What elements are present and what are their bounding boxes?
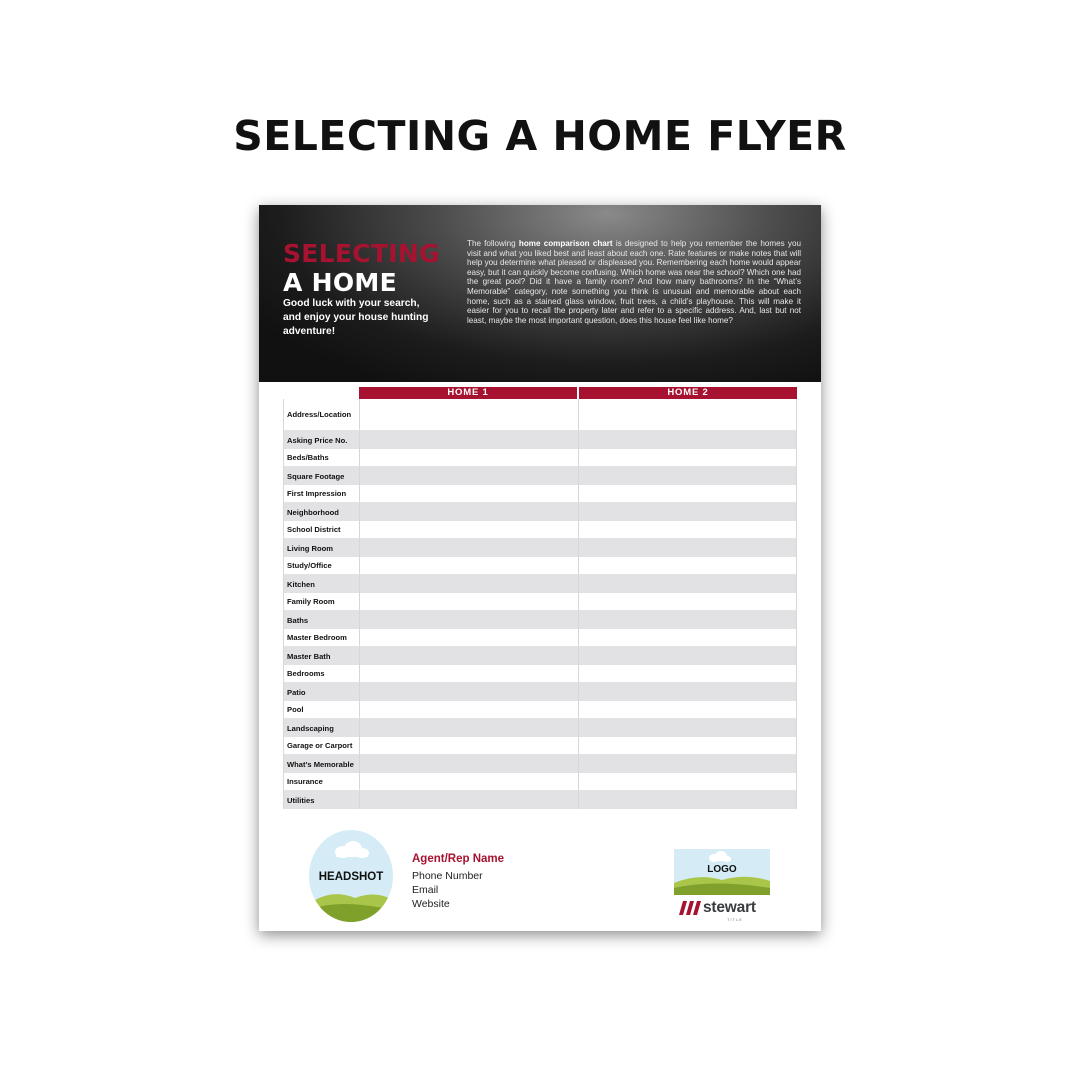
- table-row: [283, 503, 797, 521]
- table-row: [283, 521, 797, 539]
- home-2-cell: [578, 485, 797, 502]
- home-2-cell: [578, 575, 797, 593]
- flyer-preview: [259, 205, 821, 931]
- home-1-cell: [359, 503, 578, 521]
- row-label: Insurance: [283, 773, 359, 790]
- agent-website: Website: [412, 898, 450, 910]
- stewart-subtitle: TITLE: [727, 917, 743, 922]
- row-label: Baths: [283, 611, 359, 629]
- table-row: [283, 701, 797, 719]
- row-label: Family Room: [283, 593, 359, 610]
- home-1-cell: [359, 791, 578, 809]
- home-2-cell: [578, 503, 797, 521]
- row-label: Master Bath: [283, 647, 359, 665]
- stewart-brand: [679, 899, 769, 923]
- home-2-cell: [578, 557, 797, 574]
- logo-label: LOGO: [707, 864, 737, 875]
- home-2-cell: [578, 683, 797, 701]
- home-2-cell: [578, 791, 797, 809]
- table-row: [283, 683, 797, 701]
- table-row: [283, 575, 797, 593]
- flyer-title-line1: SELECTING: [283, 239, 440, 268]
- home-1-cell: [359, 449, 578, 466]
- table-row: [283, 431, 797, 449]
- home-1-cell: [359, 521, 578, 538]
- stewart-wordmark: stewart: [703, 899, 756, 916]
- home-1-cell: [359, 539, 578, 557]
- table-row: [283, 467, 797, 485]
- home-2-cell: [578, 521, 797, 538]
- table-row: [283, 485, 797, 503]
- row-label: Living Room: [283, 539, 359, 557]
- row-label: Bedrooms: [283, 665, 359, 682]
- home-2-cell: [578, 399, 797, 430]
- column-header-home-2: HOME 2: [579, 387, 797, 399]
- row-label: Landscaping: [283, 719, 359, 737]
- row-label: Pool: [283, 701, 359, 718]
- home-1-cell: [359, 683, 578, 701]
- home-1-cell: [359, 593, 578, 610]
- row-label: Master Bedroom: [283, 629, 359, 646]
- flyer-intro: [467, 239, 801, 325]
- home-1-cell: [359, 719, 578, 737]
- table-row: [283, 449, 797, 467]
- comparison-table: [283, 387, 797, 809]
- home-2-cell: [578, 629, 797, 646]
- table-row: [283, 557, 797, 575]
- headshot-placeholder: [309, 830, 393, 922]
- agent-phone: Phone Number: [412, 870, 483, 882]
- row-label: Patio: [283, 683, 359, 701]
- row-label: Address/Location: [283, 399, 359, 430]
- table-row: [283, 399, 797, 431]
- home-1-cell: [359, 611, 578, 629]
- row-label: Square Footage: [283, 467, 359, 485]
- table-row: [283, 647, 797, 665]
- logo-placeholder: [674, 849, 770, 895]
- row-label: Study/Office: [283, 557, 359, 574]
- home-2-cell: [578, 773, 797, 790]
- flyer-title-line2: A HOME: [283, 268, 397, 297]
- row-label: Utilities: [283, 791, 359, 809]
- home-1-cell: [359, 755, 578, 773]
- home-1-cell: [359, 701, 578, 718]
- home-1-cell: [359, 557, 578, 574]
- home-2-cell: [578, 611, 797, 629]
- home-2-cell: [578, 755, 797, 773]
- home-1-cell: [359, 399, 578, 430]
- table-row: [283, 719, 797, 737]
- home-1-cell: [359, 431, 578, 449]
- agent-email: Email: [412, 884, 439, 896]
- home-2-cell: [578, 449, 797, 466]
- table-row: [283, 791, 797, 809]
- home-1-cell: [359, 737, 578, 754]
- flyer-hero: [259, 205, 821, 382]
- home-2-cell: [578, 431, 797, 449]
- table-body: [283, 399, 797, 809]
- home-2-cell: [578, 593, 797, 610]
- home-1-cell: [359, 575, 578, 593]
- page-title: SELECTING A HOME FLYER: [233, 112, 847, 160]
- home-2-cell: [578, 665, 797, 682]
- table-row: [283, 755, 797, 773]
- column-header-home-1: HOME 1: [359, 387, 577, 399]
- home-2-cell: [578, 719, 797, 737]
- table-row: [283, 629, 797, 647]
- home-2-cell: [578, 539, 797, 557]
- row-label: Asking Price No.: [283, 431, 359, 449]
- intro-bold-text: home comparison chart: [518, 239, 613, 248]
- table-header: [283, 387, 797, 399]
- row-label: What’s Memorable: [283, 755, 359, 773]
- row-label: Garage or Carport: [283, 737, 359, 754]
- home-1-cell: [359, 485, 578, 502]
- home-1-cell: [359, 665, 578, 682]
- table-row: [283, 665, 797, 683]
- home-1-cell: [359, 467, 578, 485]
- row-label: School District: [283, 521, 359, 538]
- home-2-cell: [578, 467, 797, 485]
- home-1-cell: [359, 629, 578, 646]
- stewart-slash-icon: [679, 901, 703, 917]
- flyer-subtitle: Good luck with your search, and enjoy your house hunting adventure!: [283, 298, 429, 337]
- row-label: Neighborhood: [283, 503, 359, 521]
- row-label: First Impression: [283, 485, 359, 502]
- home-2-cell: [578, 701, 797, 718]
- home-2-cell: [578, 647, 797, 665]
- table-row: [283, 737, 797, 755]
- table-row: [283, 773, 797, 791]
- home-1-cell: [359, 647, 578, 665]
- row-label: Kitchen: [283, 575, 359, 593]
- table-row: [283, 593, 797, 611]
- home-2-cell: [578, 737, 797, 754]
- row-label: Beds/Baths: [283, 449, 359, 466]
- intro-text-start: The following: [467, 239, 519, 248]
- headshot-label: HEADSHOT: [318, 871, 384, 883]
- agent-name: Agent/Rep Name: [412, 853, 505, 865]
- intro-text-rest: is designed to help you remember the homes you visit and what you liked best and least about each one. Rate features or make notes that will help you determine what pleased or displeased you. Remembering each home would appear easy, but it can quickly become confusing. Which home was near the school? Which one had the great pool? Did it have a family room? And how many bathrooms? In the “What’s Memorable” category, note something you think is unusual and memorable about each home, such as a stained glass window, fruit trees, a child’s playhouse. This will make it easier for you to recall the property later and refer to a specific address. And, last but not least, maybe the most important question, does this house feel like home?: [467, 239, 801, 325]
- table-row: [283, 539, 797, 557]
- home-1-cell: [359, 773, 578, 790]
- table-row: [283, 611, 797, 629]
